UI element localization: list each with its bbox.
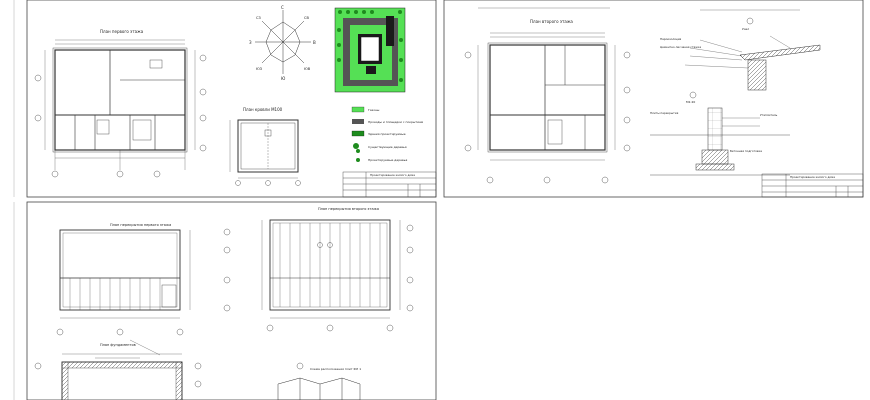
compass-south-label: Ю: [281, 76, 286, 81]
sheet-3: [14, 202, 436, 400]
floor1-framing-title: План перекрытия первого этажа: [110, 223, 172, 227]
node-label-screed: Цементно-песчаная стяжка: [660, 45, 702, 49]
compass-nw-label: СЗ: [256, 16, 261, 20]
compass-ne-label: СВ: [304, 16, 309, 20]
site-plan: [335, 8, 405, 92]
legend-existing-trees: Существующие деревья: [368, 145, 407, 149]
node2-title: М1:20: [686, 100, 696, 104]
slab-scheme-title: Схема расположения плит ФЛ 1: [310, 367, 362, 371]
node1-title: Узел: [742, 27, 750, 31]
compass-east-label: В: [313, 40, 316, 45]
sheet-1: [14, 0, 436, 197]
sheet-2: [444, 0, 863, 197]
stamp-title-sheet1: Проектирование жилого дома: [370, 173, 415, 177]
legend-new-trees: Проектируемые деревья: [368, 158, 408, 162]
node-label-slabs: Плиты перекрытия: [650, 111, 679, 115]
node-label-vapor: Пароизоляция: [660, 37, 682, 41]
legend-paving: Проезды и площадки с покрытием: [368, 120, 424, 124]
compass-west-label: З: [249, 40, 252, 45]
compass-north-label: С: [281, 5, 284, 10]
compass-sw-label: ЮЗ: [256, 67, 263, 71]
node-label-insulation: Утеплитель: [760, 113, 778, 117]
sheet1-plan-title: План первого этажа: [100, 29, 144, 34]
node-label-base: Бетонная подготовка: [730, 149, 762, 153]
foundation-plan-title: План фундаментов: [100, 343, 136, 347]
floor2-framing-title: План перекрытия второго этажа: [318, 207, 379, 211]
legend-lawn: Газоны: [368, 108, 380, 112]
compass-se-label: ЮВ: [304, 67, 311, 71]
legend-buildings: Здания проектируемые: [368, 132, 406, 136]
roof-plan-title: План кровли М100: [243, 107, 283, 112]
sheet2-plan-title: План второго этажа: [530, 19, 573, 24]
stamp-title-sheet2: Проектирование жилого дома: [790, 175, 835, 179]
